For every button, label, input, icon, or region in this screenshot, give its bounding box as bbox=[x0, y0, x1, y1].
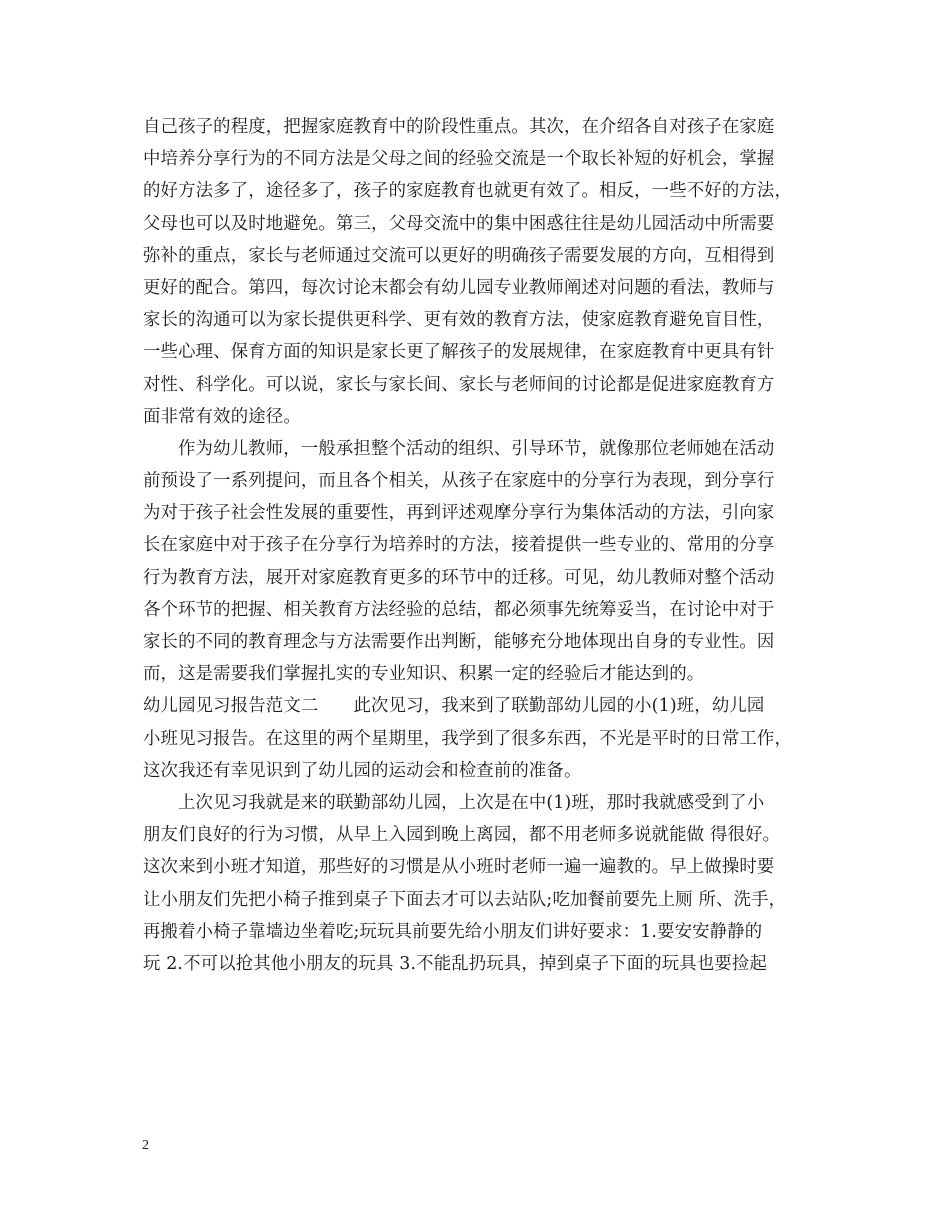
text-line: 自己孩子的程度，把握家庭教育中的阶段性重点。其次，在介绍各自对孩子在家庭 bbox=[143, 117, 775, 137]
text-line: 长在家庭中对于孩子在分享行为培养时的方法，接着提供一些专业的、常用的分享 bbox=[143, 535, 775, 556]
paragraph-start-line: 作为幼儿教师，一般承担整个活动的组织、引导环节，就像那位老师她在活动 bbox=[178, 438, 775, 459]
text-line: 前预设了一系列提问，而且各个相关，从孩子在家庭中的分享行为表现，到分享行 bbox=[143, 471, 775, 492]
page-number: 2 bbox=[142, 1138, 149, 1153]
text-line: 家长的不同的教育理念与方法需要作出判断，能够充分地体现出自身的专业性。因 bbox=[143, 632, 775, 652]
body-text bbox=[143, 111, 828, 980]
text-line: 父母也可以及时地避免。第三，父母交流中的集中困惑往往是幼儿园活动中所需要 bbox=[143, 213, 775, 234]
text-line: 而，这是需要我们掌握扎实的专业知识、积累一定的经验后才能达到的。 bbox=[143, 664, 705, 685]
text-line: 对性、科学化。可以说，家长与家长间、家长与老师间的讨论都是促进家庭教育方 bbox=[143, 374, 775, 395]
text-line: 朋友们良好的行为习惯，从早上入园到晚上离园，都不用老师多说就能做 得很好。 bbox=[143, 825, 781, 846]
text-line: 面非常有效的途径。 bbox=[143, 406, 301, 427]
text-line: 的好方法多了，途径多了，孩子的家庭教育也就更有效了。相反，一些不好的方法， bbox=[143, 181, 793, 202]
text-line: 更好的配合。第四，每次讨论末都会有幼儿园专业教师阐述对问题的看法，教师与 bbox=[143, 277, 775, 298]
text-line: 再搬着小椅子靠墙边坐着吃;玩玩具前要先给小朋友们讲好要求：1.要安安静静的 bbox=[143, 921, 763, 942]
text-line: 让小朋友们先把小椅子推到桌子下面去才可以去站队;吃加餐前要先上厕 所、洗手， bbox=[143, 889, 787, 910]
text-line: 这次来到小班才知道，那些好的习惯是从小班时老师一遍一遍教的。早上做操时要 bbox=[143, 857, 775, 878]
text-line: 中培养分享行为的不同方法是父母之间的经验交流是一个取长补短的好机会，掌握 bbox=[143, 149, 775, 170]
text-line: 弥补的重点，家长与老师通过交流可以更好的明确孩子需要发展的方向，互相得到 bbox=[143, 245, 775, 266]
text-line: 玩 2.不可以抢其他小朋友的玩具 3.不能乱扔玩具，掉到桌子下面的玩具也要捡起 bbox=[143, 953, 767, 974]
text-line: 小班见习报告。在这里的两个星期里，我学到了很多东西，不光是平时的日常工作， bbox=[143, 728, 793, 749]
text-line: 这次我还有幸见识到了幼儿园的运动会和检查前的准备。 bbox=[143, 760, 582, 781]
text-line: 为对于孩子社会性发展的重要性，再到评述观摩分享行为集体活动的方法，引向家 bbox=[143, 503, 775, 524]
paragraph-start-line: 上次见习我就是来的联勤部幼儿园，上次是在中(1)班，那时我就感受到了小 bbox=[178, 792, 765, 813]
section-heading-line: 幼儿园见习报告范文二 此次见习，我来到了联勤部幼儿园的小(1)班，幼儿园 bbox=[143, 696, 765, 717]
text-line: 行为教育方法，展开对家庭教育更多的环节中的迁移。可见，幼儿教师对整个活动 bbox=[143, 567, 775, 588]
text-line: 一些心理、保育方面的知识是家长更了解孩子的发展规律，在家庭教育中更具有针 bbox=[143, 342, 775, 363]
text-line: 家长的沟通可以为家长提供更科学、更有效的教育方法，使家庭教育避免盲目性， bbox=[143, 310, 775, 331]
text-line: 各个环节的把握、相关教育方法经验的总结，都必须事先统筹妥当，在讨论中对于 bbox=[143, 599, 775, 620]
